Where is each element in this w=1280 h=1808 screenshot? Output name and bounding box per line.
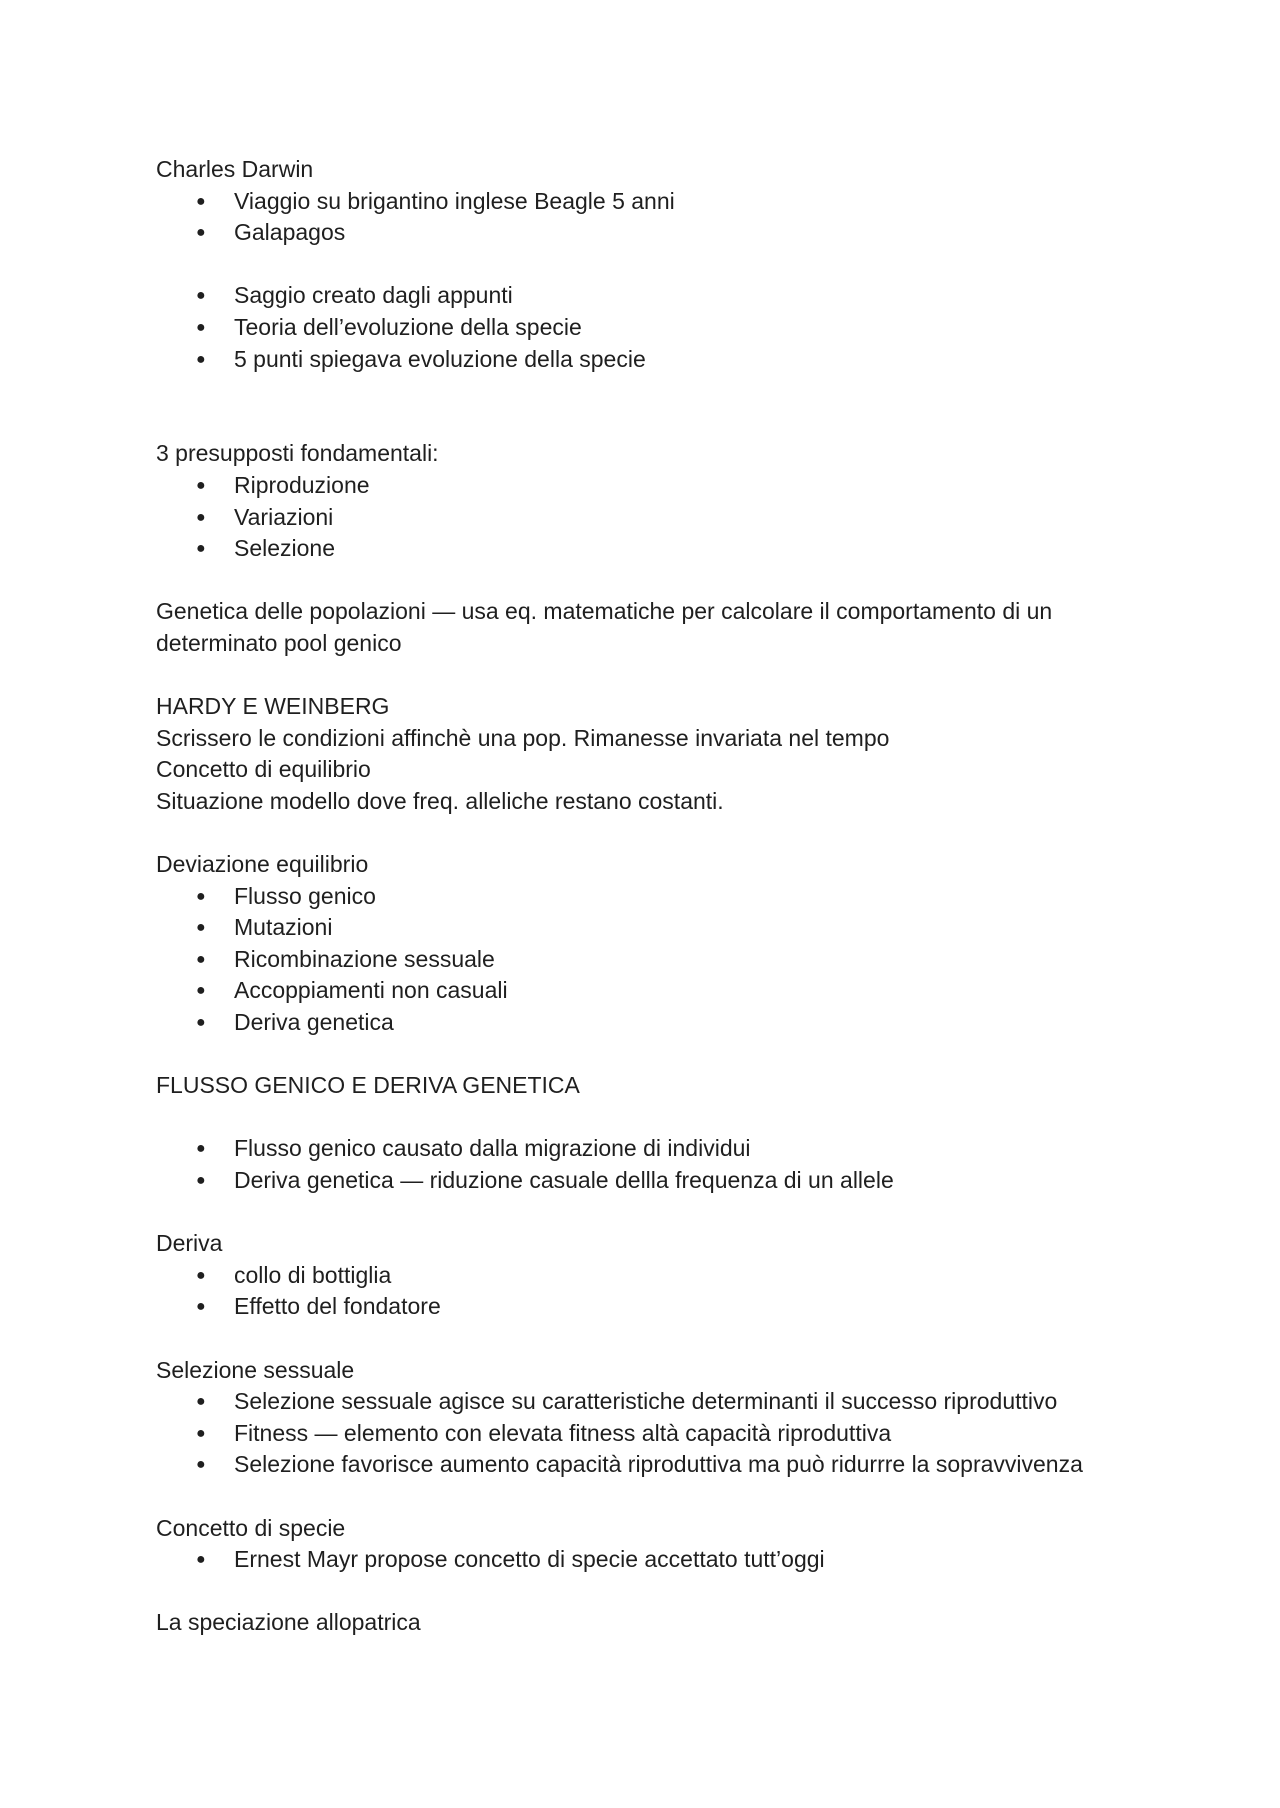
bullet-icon: ● <box>196 950 206 968</box>
list-item: ● Effetto del fondatore <box>156 1291 1136 1323</box>
heading-hardy-weinberg: HARDY E WEINBERG <box>156 693 390 720</box>
list-item: ● Selezione favorisce aumento capacità riproduttiva ma può ridurrre la sopravvivenza <box>156 1449 1136 1481</box>
spacer <box>156 1481 1136 1513</box>
bullet-icon: ● <box>196 1551 206 1569</box>
heading-deviazione-equilibrio: Deviazione equilibrio <box>156 851 369 878</box>
bullet-icon: ● <box>196 350 206 368</box>
bullet-icon: ● <box>196 224 206 242</box>
list-item: ● Deriva genetica <box>156 1007 1136 1039</box>
bullet-icon: ● <box>196 1014 206 1032</box>
heading-selezione-sessuale: Selezione sessuale <box>156 1356 355 1383</box>
list-item: ● Variazioni <box>156 502 1136 534</box>
bullet-icon: ● <box>196 1393 206 1411</box>
list-item: ● Riproduzione <box>156 470 1136 502</box>
bullet-icon: ● <box>196 318 206 336</box>
bullet-icon: ● <box>196 1298 206 1316</box>
list-item: ● Selezione sessuale agisce su caratteristiche determinanti il successo riproduttivo <box>156 1386 1136 1418</box>
spacer <box>156 817 1136 849</box>
list-item: ● Fitness — elemento con elevata fitness altà capacità riproduttiva <box>156 1418 1136 1450</box>
bullet-icon: ● <box>196 1140 206 1158</box>
bullet-icon: ● <box>196 1424 206 1442</box>
spacer <box>156 1323 1136 1355</box>
heading-flusso-deriva: FLUSSO GENICO E DERIVA GENETICA <box>156 1072 580 1099</box>
document-body <box>156 154 1136 1639</box>
bullet-icon: ● <box>196 476 206 494</box>
spacer <box>156 1576 1136 1608</box>
list-item: ● Flusso genico causato dalla migrazione di individui <box>156 1133 1136 1165</box>
spacer <box>156 249 1136 281</box>
bullet-list-deriva <box>156 1260 1136 1323</box>
bullet-icon: ● <box>196 540 206 558</box>
list-item: ● Mutazioni <box>156 912 1136 944</box>
heading-deriva: Deriva <box>156 1230 223 1257</box>
text-line: Concetto di equilibrio <box>156 756 371 783</box>
bullet-list-darwin-theory <box>156 280 1136 375</box>
spacer <box>156 375 1136 438</box>
heading-speciazione-allopatrica: La speciazione allopatrica <box>156 1609 421 1636</box>
bullet-icon: ● <box>196 982 206 1000</box>
list-item: ● Galapagos <box>156 217 1136 249</box>
bullet-icon: ● <box>196 192 206 210</box>
heading-presupposti: 3 presupposti fondamentali: <box>156 440 439 467</box>
paragraph-genetica-popolazioni: Genetica delle popolazioni — usa eq. matematiche per calcolare il comportamento di un determinato pool genico <box>156 598 1053 656</box>
bullet-icon: ● <box>196 287 206 305</box>
spacer <box>156 1102 1136 1134</box>
bullet-icon: ● <box>196 919 206 937</box>
list-item: ● collo di bottiglia <box>156 1260 1136 1292</box>
text-line: Situazione modello dove freq. alleliche restano costanti. <box>156 787 724 814</box>
text-line: Scrissero le condizioni affinchè una pop. Rimanesse invariata nel tempo <box>156 724 890 751</box>
list-item: ● Saggio creato dagli appunti <box>156 280 1136 312</box>
bullet-list-selezione-sessuale <box>156 1386 1136 1481</box>
bullet-icon: ● <box>196 1266 206 1284</box>
bullet-list-concetto-specie <box>156 1544 1136 1576</box>
list-item: ● Teoria dell’evoluzione della specie <box>156 312 1136 344</box>
heading-charles-darwin: Charles Darwin <box>156 156 314 182</box>
bullet-list-flusso-deriva <box>156 1133 1136 1196</box>
bullet-icon: ● <box>196 887 206 905</box>
spacer <box>156 660 1136 692</box>
spacer <box>156 1039 1136 1071</box>
spacer <box>156 565 1136 597</box>
list-item: ● Ernest Mayr propose concetto di specie accettato tutt’oggi <box>156 1544 1136 1576</box>
list-item: ● Ricombinazione sessuale <box>156 944 1136 976</box>
bullet-list-deviazione <box>156 881 1136 1039</box>
bullet-icon: ● <box>196 508 206 526</box>
heading-concetto-specie: Concetto di specie <box>156 1514 346 1541</box>
list-item: ● Accoppiamenti non casuali <box>156 975 1136 1007</box>
list-item: ● Flusso genico <box>156 881 1136 913</box>
list-item: ● 5 punti spiegava evoluzione della specie <box>156 344 1136 376</box>
list-item: ● Selezione <box>156 533 1136 565</box>
bullet-icon: ● <box>196 1456 206 1474</box>
bullet-list-presupposti <box>156 470 1136 565</box>
list-item: ● Deriva genetica — riduzione casuale dellla frequenza di un allele <box>156 1165 1136 1197</box>
list-item: ● Viaggio su brigantino inglese Beagle 5 anni <box>156 186 1136 218</box>
bullet-list-darwin-voyage <box>156 186 1136 249</box>
bullet-icon: ● <box>196 1172 206 1189</box>
spacer <box>156 1197 1136 1229</box>
